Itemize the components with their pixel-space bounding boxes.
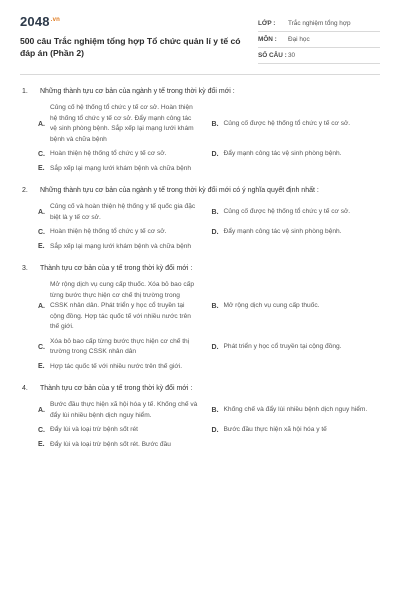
option-letter: C. <box>38 150 45 158</box>
option-text: Củng cố và hoàn thiện hệ thống y tế quốc gia đặc biệt là y tế cơ sở. <box>50 203 196 221</box>
options-row <box>38 103 380 145</box>
option-letter: B. <box>211 302 219 310</box>
option-text: Sắp xếp lại mạng lưới khám bệnh và chữa bệnh <box>50 164 192 172</box>
option-letter: E. <box>38 165 45 173</box>
option-text: Đẩy mạnh công tác vệ sinh phòng bệnh. <box>223 150 342 157</box>
meta-table <box>258 14 380 64</box>
option-text: Hoàn thiện hệ thống tổ chức y tế cơ sở. <box>50 150 167 157</box>
option-letter: D. <box>211 426 219 434</box>
option-letter: B. <box>211 407 219 414</box>
option-letter: E. <box>38 363 45 371</box>
option-letter: E. <box>38 441 45 449</box>
option-d[interactable] <box>212 149 380 160</box>
meta-value: Đại học <box>288 36 310 43</box>
option-letter: C. <box>38 426 45 434</box>
option-text: Củng cố hệ thống tổ chức y tế cơ sở. Hoàn thiện hệ thống tổ chức y tế cơ sở. Đẩy mạnh công tác vệ sinh phòng bệnh. Sắp xếp lại mạng lưới khám bệnh và chữa bệnh <box>50 104 194 143</box>
option-e[interactable] <box>38 362 213 373</box>
option-text: Hợp tác quốc tế với nhiều nước trên thế giới. <box>50 362 183 370</box>
question-stem <box>20 264 380 274</box>
option-c[interactable] <box>38 149 206 160</box>
option-e[interactable] <box>38 440 213 451</box>
logo-suffix: .vn <box>50 16 61 23</box>
option-e[interactable] <box>38 242 213 253</box>
option-letter: C. <box>38 343 45 351</box>
options-row <box>38 227 380 238</box>
options-row <box>38 149 380 160</box>
options <box>38 400 380 450</box>
option-a[interactable] <box>38 280 206 333</box>
option-d[interactable] <box>212 227 380 238</box>
meta-label: SỐ CÂU : <box>258 52 287 59</box>
option-letter: E. <box>38 243 45 251</box>
question-stem <box>20 384 380 394</box>
question-1 <box>20 87 380 174</box>
question-number: 4. <box>22 385 28 392</box>
option-text: Phát triển y học cổ truyền tại cộng đồng. <box>223 342 342 350</box>
options-row <box>38 202 380 223</box>
question-text: Thành tựu cơ bản của y tế trong thời kỳ đổi mới : <box>40 385 193 392</box>
option-text: Mở rộng dịch vụ cung cấp thuốc. Xóa bỏ bao cấp từng bước thực hiện cơ chế thị trường trong CSSK nhân dân. Phát triển y học cổ truyền tại cộng đồng. Hợp tác quốc tế với nhiều nước trên thế giới. <box>50 281 194 330</box>
option-text: Bước đầu thực hiện xã hội hóa y tế <box>223 426 327 433</box>
brand-block <box>20 14 250 64</box>
option-text: Đẩy lùi và loại trừ bệnh sốt rét <box>50 426 138 433</box>
options-row <box>38 400 380 421</box>
options-row <box>38 425 380 436</box>
option-text: Mở rộng dịch vụ cung cấp thuốc. <box>223 302 320 309</box>
option-c[interactable] <box>38 425 206 436</box>
option-c[interactable] <box>38 337 206 358</box>
option-b[interactable] <box>212 207 380 218</box>
meta-value: 30 <box>288 52 296 59</box>
options-row <box>38 164 380 175</box>
question-number: 3. <box>22 265 28 272</box>
option-letter: A. <box>38 209 45 216</box>
options-row <box>38 337 380 358</box>
question-text: Những thành tựu cơ bản của ngành y tế trong thời kỳ đổi mới có ý nghĩa quyết định nhất : <box>40 187 319 194</box>
option-a[interactable] <box>38 400 206 421</box>
option-text: Xóa bỏ bao cấp từng bước thực hiện cơ chế thị trường trong CSSK nhân dân <box>50 337 190 355</box>
meta-value: Trắc nghiệm tổng hợp <box>288 20 351 27</box>
question-text: Thành tựu cơ bản của y tế trong thời kỳ đổi mới : <box>40 265 193 272</box>
option-text: Củng cố được hệ thống tổ chức y tế cơ sở. <box>223 119 351 127</box>
meta-row-lop <box>258 16 380 32</box>
logo-main: 2048 <box>20 14 50 29</box>
meta-label: MÔN : <box>258 36 277 43</box>
option-d[interactable] <box>212 342 380 353</box>
option-letter: C. <box>38 228 45 236</box>
header-divider <box>20 74 380 75</box>
option-b[interactable] <box>212 301 380 312</box>
option-letter: A. <box>38 407 45 414</box>
option-b[interactable] <box>212 119 380 130</box>
meta-row-socau <box>258 48 380 64</box>
option-letter: B. <box>211 209 219 216</box>
site-logo[interactable] <box>20 14 250 29</box>
question-number: 1. <box>22 88 28 95</box>
question-stem <box>20 186 380 196</box>
option-letter: D. <box>211 343 219 351</box>
option-a[interactable] <box>38 202 206 223</box>
options <box>38 202 380 252</box>
options-row <box>38 362 380 373</box>
option-a[interactable] <box>38 103 206 145</box>
meta-row-mon <box>258 32 380 48</box>
question-2 <box>20 186 380 252</box>
options-row <box>38 242 380 253</box>
page-header <box>20 14 380 64</box>
options <box>38 103 380 174</box>
question-3 <box>20 264 380 372</box>
option-letter: A. <box>38 302 45 310</box>
option-text: Củng cố được hệ thống tổ chức y tế cơ sở. <box>223 208 351 216</box>
question-4 <box>20 384 380 450</box>
option-text: Sắp xếp lại mạng lưới khám bệnh và chữa bệnh <box>50 242 192 250</box>
options-row <box>38 280 380 333</box>
option-letter: B. <box>211 120 219 128</box>
question-text: Những thành tựu cơ bản của ngành y tế trong thời kỳ đổi mới : <box>40 88 235 95</box>
options-row <box>38 440 380 451</box>
question-stem <box>20 87 380 97</box>
option-text: Hoàn thiện hệ thống tổ chức y tế cơ sở. <box>50 228 167 235</box>
option-letter: A. <box>38 120 45 128</box>
document-title: 500 câu Trắc nghiệm tổng hợp Tổ chức quản lí y tế có đáp án (Phần 2) <box>20 36 241 58</box>
option-text: Bước đầu thực hiện xã hội hóa y tế. Khống chế và đẩy lùi nhiều bệnh dịch nguy hiểm. <box>50 401 198 419</box>
question-number: 2. <box>22 187 28 194</box>
option-text: Đẩy mạnh công tác vệ sinh phòng bệnh. <box>223 228 342 235</box>
option-text: Đẩy lùi và loại trừ bệnh sốt rét. Bước đầu <box>50 440 171 448</box>
option-e[interactable] <box>38 164 213 175</box>
options <box>38 280 380 372</box>
option-b[interactable] <box>212 405 380 416</box>
option-d[interactable] <box>212 425 380 436</box>
option-letter: D. <box>211 150 219 158</box>
option-text: Khống chế và đẩy lùi nhiều bệnh dịch nguy hiểm. <box>223 406 368 414</box>
option-c[interactable] <box>38 227 206 238</box>
option-letter: D. <box>211 228 219 236</box>
meta-label: LỚP : <box>258 20 276 27</box>
